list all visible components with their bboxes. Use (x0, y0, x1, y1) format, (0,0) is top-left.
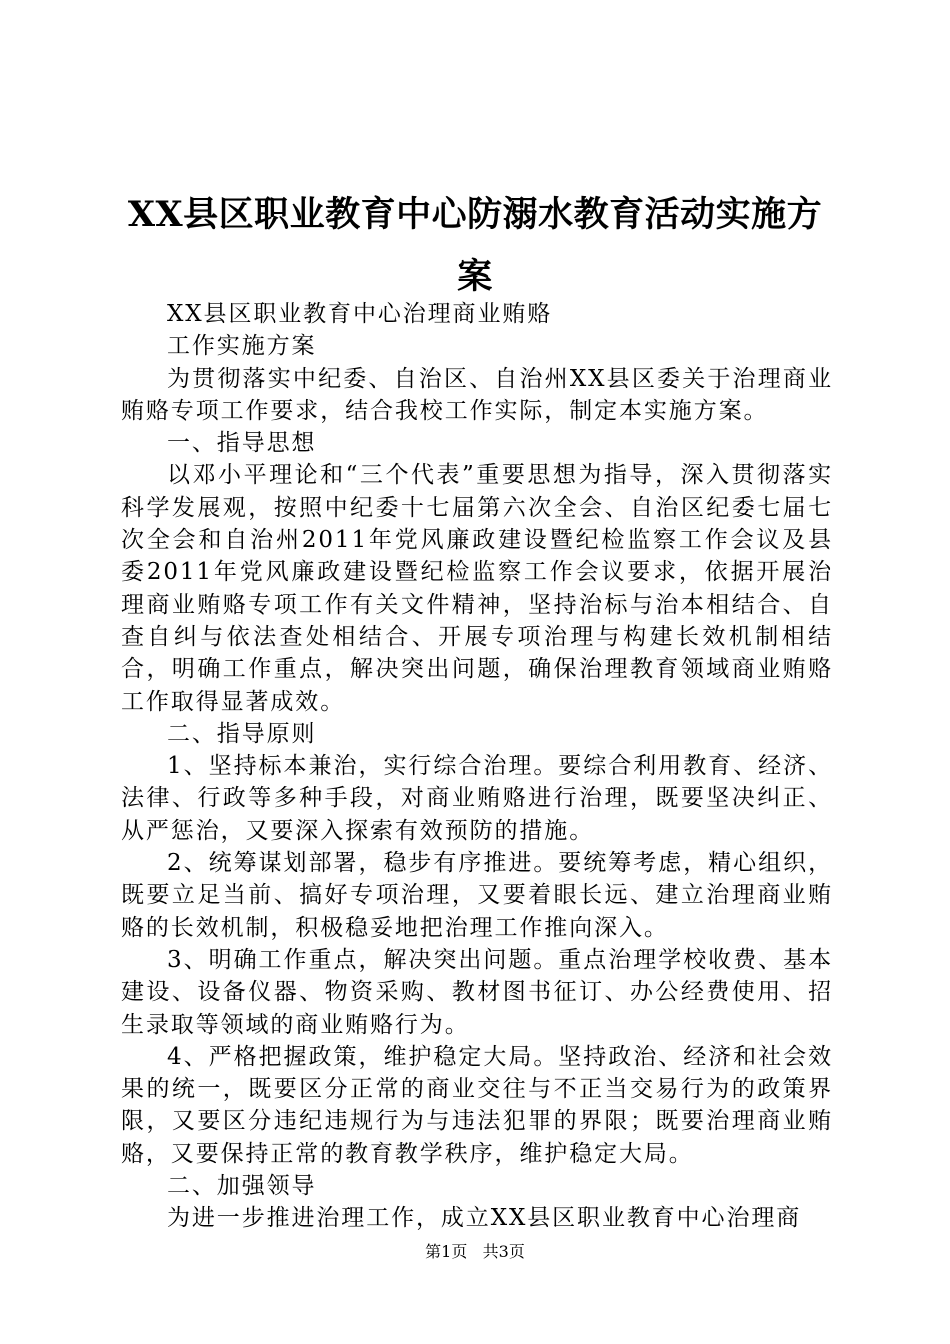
paragraph-intro: 为贯彻落实中纪委、自治区、自治州XX县区委关于治理商业贿赂专项工作要求，结合我校工作实际，制定本实施方案。 (121, 365, 833, 424)
document-title: XX县区职业教育中心防溺水教育活动实施方案 (127, 194, 823, 297)
paragraph-heading-2: 工作实施方案 (167, 333, 317, 360)
paragraph-principle-4: 4、严格把握政策，维护稳定大局。坚持政治、经济和社会效果的统一，既要区分正常的商业交往与不正当交易行为的政策界限，又要区分违纪违规行为与违法犯罪的界限；既要治理商业贿赂，又要保持正常的教育教学秩序，维护稳定大局。 (121, 1043, 833, 1167)
paragraph-principle-1: 1、坚持标本兼治，实行综合治理。要综合利用教育、经济、法律、行政等多种手段，对商业贿赂进行治理，既要坚决纠正、从严惩治，又要深入探索有效预防的措施。 (121, 753, 833, 844)
paragraph-heading-1: XX县区职业教育中心治理商业贿赂 (167, 301, 553, 327)
page-number: 第1页 (425, 1242, 468, 1261)
section-heading-guiding-thought: 一、指导思想 (167, 430, 317, 457)
paragraph-principle-2: 2、统筹谋划部署，稳步有序推进。要统筹考虑，精心组织，既要立足当前、搞好专项治理，又要着眼长远、建立治理商业贿赂的长效机制，积极稳妥地把治理工作推向深入。 (121, 850, 833, 941)
paragraph-principle-3: 3、明确工作重点，解决突出问题。重点治理学校收费、基本建设、设备仪器、物资采购、教材图书征订、办公经费使用、招生录取等领域的商业贿赂行为。 (121, 946, 833, 1038)
section-heading-leadership: 二、加强领导 (167, 1173, 317, 1200)
document-body (121, 298, 833, 1235)
footer-spacer (472, 1242, 477, 1261)
paragraph-leadership: 为进一步推进治理工作，成立XX县区职业教育中心治理商 (167, 1205, 802, 1232)
page-footer (0, 1240, 950, 1264)
section-heading-guiding-principles: 二、指导原则 (167, 720, 317, 747)
page-total: 共3页 (482, 1242, 525, 1261)
paragraph-guiding-thought: 以邓小平理论和“三个代表”重要思想为指导，深入贯彻落实科学发展观，按照中纪委十七届第六次全会、自治区纪委七届七次全会和自治州2011年党风廉政建设暨纪检监察工作会议及县委2011年党风廉政建设暨纪检监察工作会议要求，依据开展治理商业贿赂专项工作有关文件精神，坚持治标与治本相结合、自查自纠与依法查处相结合、开展专项治理与构建长效机制相结合，明确工作重点，解决突出问题，确保治理教育领域商业贿赂工作取得显著成效。 (121, 462, 833, 715)
